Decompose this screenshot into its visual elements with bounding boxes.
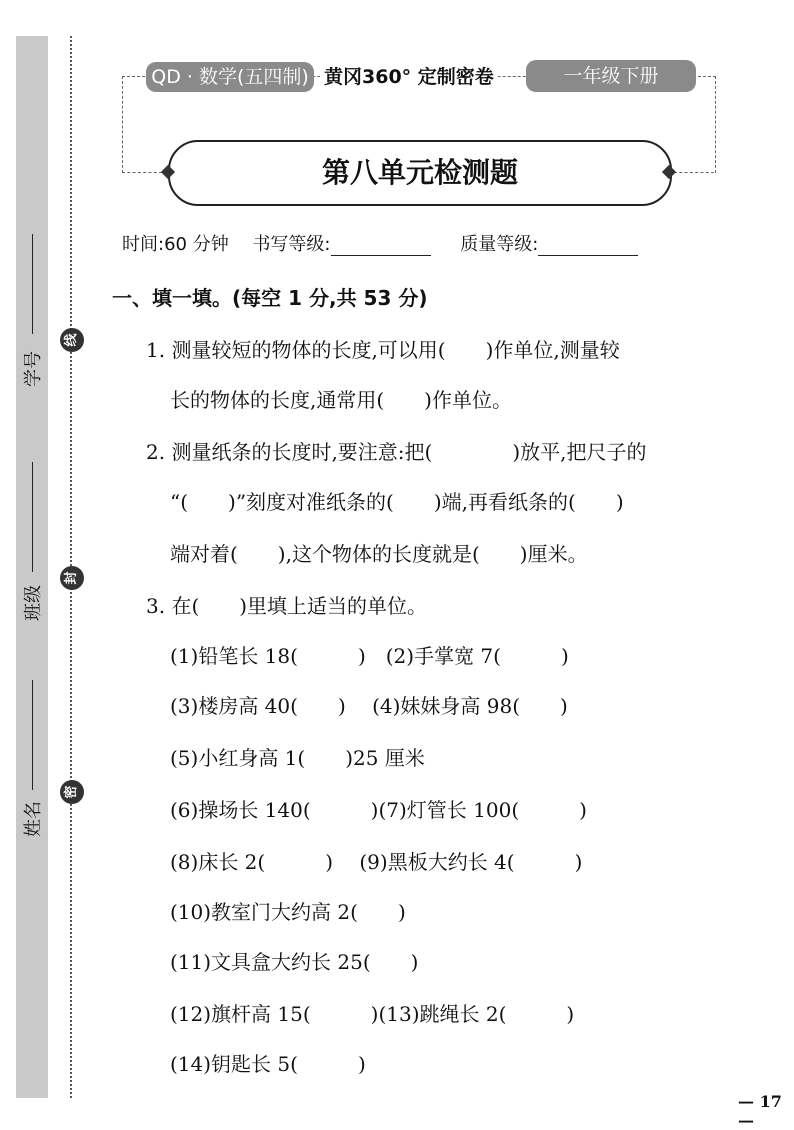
question-item: (6)操场长 140( )(7)灯管长 100( ) [170,798,587,822]
question-item: (12)旗杆高 15( )(13)跳绳长 2( ) [170,1002,575,1026]
question-line: 2. 测量纸条的长度时,要注意:把( )放平,把尺子的 [146,440,647,464]
subject-badge: QD · 数学(五四制) [146,62,314,92]
class-label: 班级 [23,585,44,621]
seal-mark-line: 线 [60,328,84,352]
question-item: (3)楼房高 40( ) (4)妹妹身高 98( ) [170,694,568,718]
name-field[interactable] [32,680,33,790]
grade-badge: 一年级下册 [526,60,696,92]
question-item: (5)小红身高 1( )25 厘米 [170,746,425,770]
question-item: (8)床长 2( ) (9)黑板大约长 4( ) [170,850,583,874]
page-number: — 17 — [738,1092,782,1130]
section-heading: 一、填一填。(每空 1 分,共 53 分) [112,286,428,310]
quality-grade-field[interactable] [538,237,638,256]
question-line: 端对着( ),这个物体的长度就是( )厘米。 [170,542,588,566]
exam-meta [122,230,662,256]
question-item: (11)文具盒大约长 25( ) [170,950,419,974]
time-limit: 时间:60 分钟 [122,234,229,255]
question-item: (1)铅笔长 18( ) (2)手掌宽 7( ) [170,644,569,668]
seal-mark-secret: 密 [60,780,84,804]
page-title: 第八单元检测题 [168,140,672,206]
question-line: “( )”刻度对准纸条的( )端,再看纸条的( ) [170,490,624,514]
quality-grade-label: 质量等级: [460,234,539,255]
question-item: (14)钥匙长 5( ) [170,1052,366,1076]
brand-title: 黄冈360° 定制密卷 [320,62,498,92]
question-line: 3. 在( )里填上适当的单位。 [146,594,428,618]
question-item: (10)教室门大约高 2( ) [170,900,406,924]
class-field[interactable] [32,462,33,572]
name-label: 姓名 [23,801,44,837]
writing-grade-field[interactable] [331,237,431,256]
question-line: 长的物体的长度,通常用( )作单位。 [170,388,512,412]
header-frame-left [122,172,162,173]
header-frame-right [674,172,714,173]
seal-mark-seal: 封 [60,566,84,590]
student-id-label: 学号 [23,351,44,387]
question-line: 1. 测量较短的物体的长度,可以用( )作单位,测量较 [146,338,620,362]
student-id-field[interactable] [32,234,33,334]
writing-grade-label: 书写等级: [252,234,331,255]
